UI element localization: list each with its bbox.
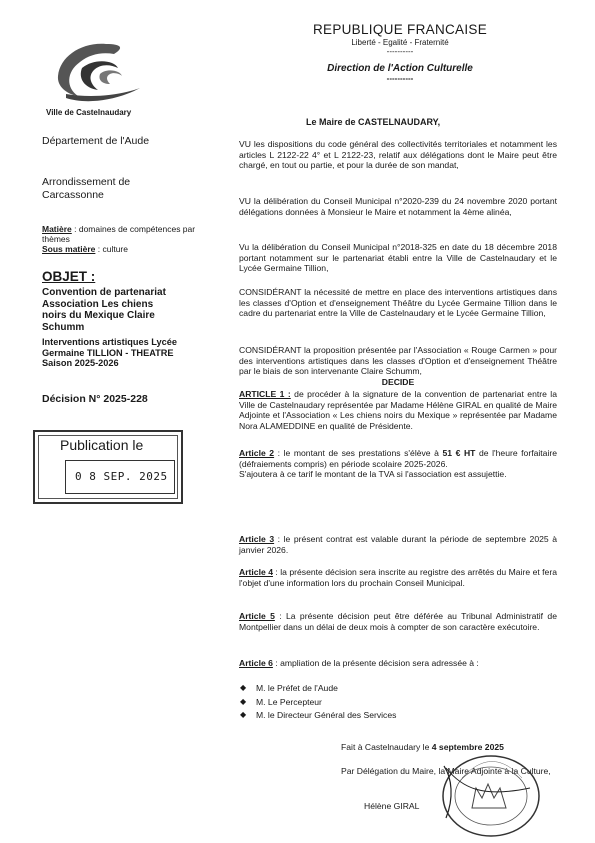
bullet-icon: ◆: [240, 710, 247, 720]
vu-3: Vu la délibération du Conseil Municipal n°2018-325 en date du 18 décembre 2018 portant notamment sur le partenariat établi entre la Ville de Castelnaudary et le Lycée Germaine Tillion,: [239, 242, 557, 274]
article-1-label: ARTICLE 1 :: [239, 389, 291, 399]
matiere-label: Matière: [42, 224, 72, 234]
delegation: Par Délégation du Maire, la Maire Adjointe à la Culture,: [341, 766, 551, 776]
recipient-list: [240, 683, 540, 724]
vu-1: VU les dispositions du code général des collectivités territoriales et notamment les articles L 2122-22 4° et L 2122-23, relatif aux délégations dont le Maire peut être chargé, en tout ou partie, et pour la durée de son mandat,: [239, 139, 557, 171]
fait-date: 4 septembre 2025: [431, 742, 504, 752]
divider: ----------: [386, 47, 414, 56]
list-item: ◆ M. Le Percepteur: [240, 696, 322, 707]
objet-label: OBJET :: [42, 269, 96, 284]
stamp-title: Publication le: [60, 437, 144, 453]
article-1: [239, 389, 557, 431]
signer-name: Hélène GIRAL: [364, 801, 420, 811]
logo-caption: Ville de Castelnaudary: [46, 108, 132, 117]
stamp-date: 0 8 SEP. 2025: [75, 470, 168, 483]
objet-title: Convention de partenariat Association Les chiens noirs du Mexique Claire Schumm: [42, 287, 166, 333]
article-4-text: : la présente décision sera inscrite au registre des arrêtés du Maire et fera l'objet d'une information lors du prochain Conseil Municipal.: [239, 567, 557, 588]
article-6-text: : ampliation de la présente décision sera adressée à :: [272, 658, 479, 668]
castelnaudary-logo-icon: [44, 38, 154, 108]
matiere-value: : domaines de compétences par thèmes: [42, 224, 196, 244]
direction-title: Direction de l'Action Culturelle: [327, 63, 473, 74]
list-item: ◆ M. le Directeur Général des Services: [240, 710, 397, 721]
article-6-label: Article 6: [239, 658, 273, 668]
considerant-2: CONSIDÉRANT la proposition présentée par l'Association « Rouge Carmen » pour des interventions artistiques dans les classes d'Option et d'enseignement Théâtre par le biais de son intervenante Claire Schumm,: [239, 345, 557, 377]
article-1-text: de procéder à la signature de la convention de partenariat entre la Ville de Castelnaudary représentée par Madame Hélène GIRAL en qualité de Maire Adjointe et l'Association « Les chiens noirs du Mexique » représentée par Madame Nora ALAMEDDINE en qualité de Présidente.: [239, 389, 557, 431]
maire-heading: Le Maire de CASTELNAUDARY,: [306, 117, 441, 127]
list-item: ◆ M. le Préfet de l'Aude: [240, 683, 338, 693]
considerant-1: CONSIDÉRANT la nécessité de mettre en place des interventions artistiques dans les classes d'Option et d'enseignement Théâtre du Lycée Germaine Tillion dans le cadre du partenariat entre la Ville de Castelnaudary et le Lycée Germaine Tillion,: [239, 287, 557, 319]
bullet-icon: ◆: [240, 696, 247, 706]
article-6: [239, 658, 557, 669]
official-seal: [432, 748, 550, 838]
vu-2: VU la délibération du Conseil Municipal n°2020-239 du 24 novembre 2020 portant délégations données à Monsieur le Maire et notamment la 4ème alinéa,: [239, 196, 557, 217]
article-3-label: Article 3: [239, 534, 275, 544]
article-5-text: : La présente décision peut être déférée au Tribunal Administratif de Montpellier dans un délai de deux mois à compter de son caractère exécutoire.: [239, 611, 557, 632]
seal-icon: [432, 748, 550, 838]
publication-stamp: [33, 430, 183, 504]
fait-a-text: Fait à Castelnaudary le: [341, 742, 432, 752]
decide-heading: DECIDE: [381, 377, 415, 387]
motto: Liberté - Egalité - Fraternité: [351, 38, 449, 47]
article-2: [239, 448, 557, 480]
bullet-icon: ◆: [240, 683, 247, 692]
article-2-text-c: S'ajoutera à ce tarif le montant de la TVA si l'association est assujettie.: [239, 469, 507, 480]
sous-matiere-label: Sous matière: [42, 244, 96, 254]
article-5: [239, 611, 557, 632]
article-3: [239, 534, 557, 555]
objet-subtitle: Interventions artistiques Lycée Germaine TILLION - THEATRE Saison 2025-2026: [42, 337, 177, 368]
divider-2: ----------: [386, 74, 414, 83]
article-5-label: Article 5: [239, 611, 275, 621]
article-2-amount: 51 € HT: [442, 448, 476, 458]
article-2-label: Article 2: [239, 448, 275, 458]
article-2-text-a: : le montant de ses prestations s'élève à: [274, 448, 443, 458]
article-4: [239, 567, 557, 588]
matiere-block: [42, 224, 222, 254]
article-4-label: Article 4: [239, 567, 273, 577]
city-logo: [44, 38, 154, 118]
republic-title: REPUBLIQUE FRANCAISE: [312, 22, 488, 37]
arrondissement: Arrondissement de Carcassonne: [42, 176, 131, 201]
article-2-text-b: de l'heure forfaitaire (défraiements compris) en période scolaire 2025-2026.: [239, 448, 557, 469]
departement: Département de l'Aude: [42, 135, 150, 147]
letterhead: [290, 22, 510, 83]
article-3-text: : le présent contrat est valable durant la période de septembre 2025 à janvier 2026.: [239, 534, 558, 555]
decision-number: Décision N° 2025-228: [42, 393, 148, 405]
sous-matiere-value: : culture: [95, 244, 128, 254]
